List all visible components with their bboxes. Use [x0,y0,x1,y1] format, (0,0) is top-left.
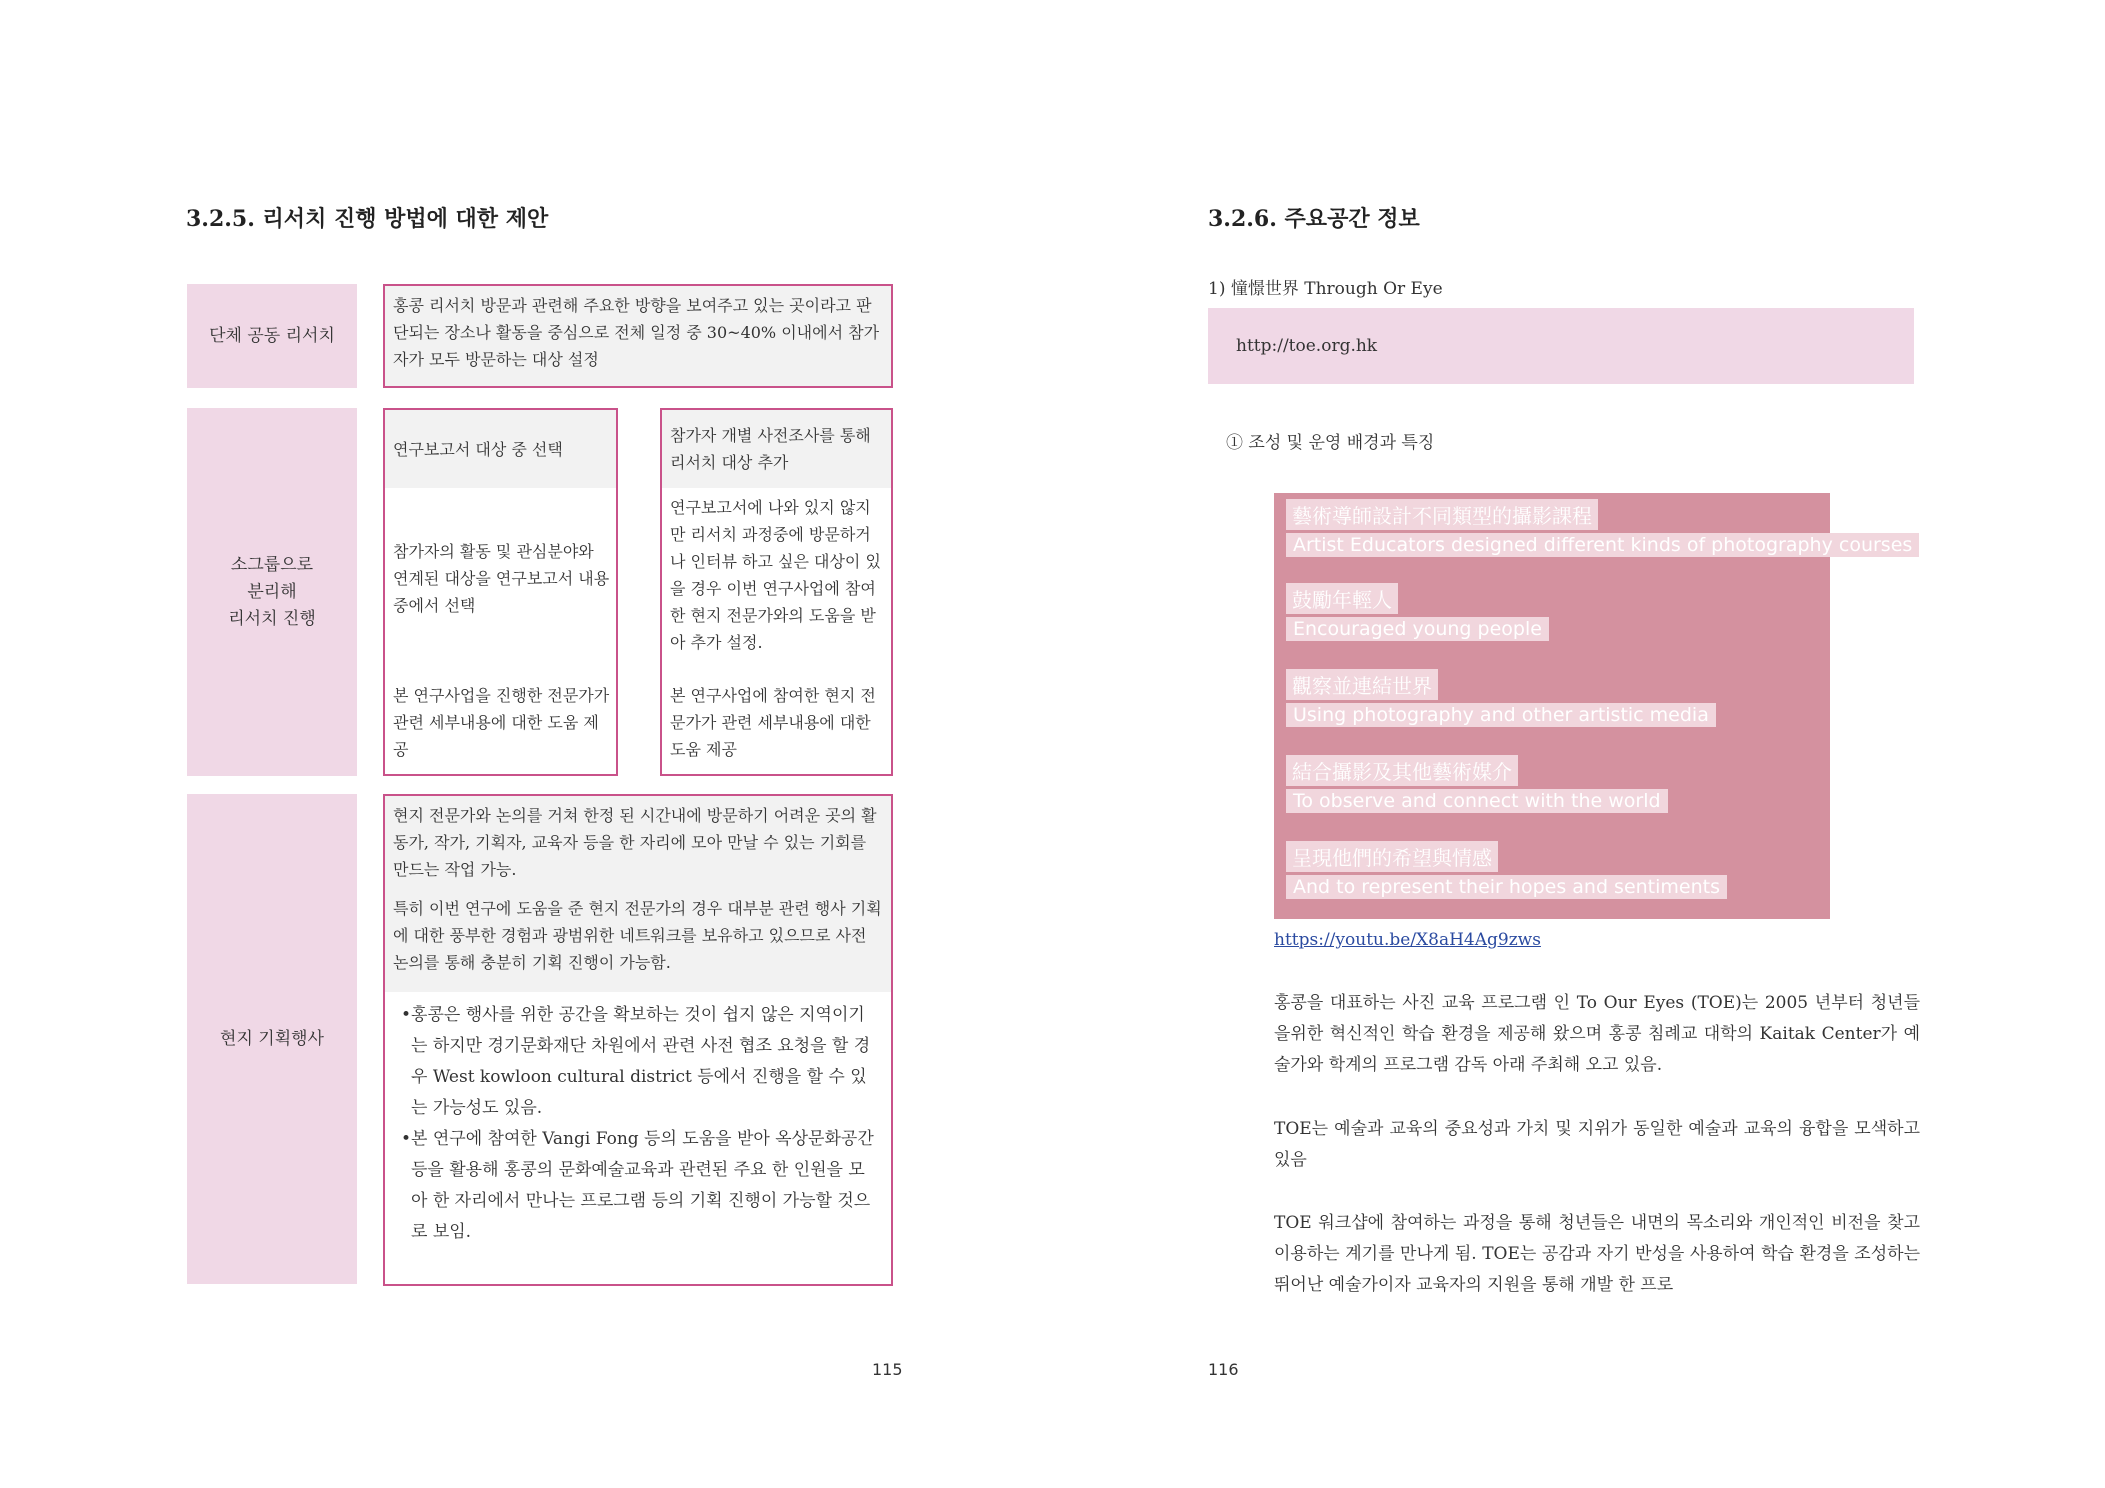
image-label-cn-1: 藝術導師設計不同類型的攝影課程 [1286,499,1598,530]
subgroup-left-header-text: 연구보고서 대상 중 선택 [393,439,563,459]
subtitle-background: ① 조성 및 운영 배경과 특징 [1226,433,1435,453]
subgroup-right-mid: 연구보고서에 나와 있지 않지만 리서치 과정중에 방문하거나 인터뷰 하고 싶은 대상이 있을 경우 이번 연구사업에 참여한 현지 전문가와의 도움을 받아 추가 설정. [670,498,881,652]
subgroup-right-header [662,410,891,488]
local-event-gray-section [385,796,891,992]
local-event-para2: 특히 이번 연구에 도움을 준 현지 전문가의 경우 대부분 관련 행사 기획에 대한 풍부한 경험과 광범위한 네트워크를 보유하고 있으므로 사전 논의를 통해 충분히 기획 진행이 가능함. [393,899,882,972]
subgroup-left-box [383,408,618,776]
image-label-cn-4: 結合攝影及其他藝術媒介 [1286,755,1518,786]
url-text[interactable]: http://toe.org.hk [1236,336,1378,356]
label-local-event [187,794,357,1284]
label-group-research-text: 단체 공동 리서치 [209,325,335,346]
label-group-research [187,284,357,388]
group-research-text: 홍콩 리서치 방문과 관련해 주요한 방향을 보여주고 있는 곳이라고 판단되는 장소나 활동을 중심으로 전체 일정 중 30~40% 이내에서 참가자가 모두 방문하는 대상 설정 [393,296,880,369]
video-link[interactable]: https://youtu.be/X8aH4Ag9zws [1274,930,1541,950]
label-subgroup-line2: 분리해 [247,581,297,602]
image-label-en-1: Artist Educators designed different kinds of photography courses [1286,533,1919,557]
subgroup-left-bottom: 본 연구사업을 진행한 전문가가 관련 세부내용에 대한 도움 제공 [393,686,610,759]
label-subgroup-line1: 소그룹으로 [230,554,314,575]
label-subgroup-line3: 리서치 진행 [228,608,316,629]
subgroup-right-header-text: 참가자 개별 사전조사를 통해 리서치 대상 추가 [670,426,871,472]
toe-para-3: TOE 워크샵에 참여하는 과정을 통해 청년들은 내면의 목소리와 개인적인 비전을 찾고 이용하는 계기를 만나게 됨. TOE는 공감과 자기 반성을 사용하여 학습 환경을 조성하는 뛰어난 예술가이자 교육자의 지원을 통해 개발 한 프로 [1274,1213,1920,1295]
toe-para-2: TOE는 예술과 교육의 중요성과 가치 및 지위가 동일한 예술과 교육의 융합을 모색하고 있음 [1274,1119,1920,1170]
page-number-right: 116 [1208,1360,1239,1379]
item-title: 1) 憧憬世界 Through Or Eye [1208,279,1443,299]
local-event-bullet-1: •홍콩은 행사를 위한 공간을 확보하는 것이 쉽지 않은 지역이기는 하지만 경기문화재단 차원에서 관련 사전 협조 요청을 할 경우 West kowloon cultural district 등에서 진행을 할 수 있는 가능성도 있음. [401,1005,871,1118]
toe-para-1: 홍콩을 대표하는 사진 교육 프로그램 인 To Our Eyes (TOE)는 2005 년부터 청년들을위한 혁신적인 학습 환경을 제공해 왔으며 홍콩 침례교 대학의 Kaitak Center가 예술가와 학계의 프로그램 감독 아래 주최해 오고 있음. [1274,993,1920,1075]
subgroup-left-header [385,410,616,488]
group-research-box [383,284,893,388]
section-heading-325: 3.2.5. 리서치 진행 방법에 대한 제안 [186,206,549,232]
section-heading-326: 3.2.6. 주요공간 정보 [1208,206,1420,232]
image-label-cn-2: 鼓勵年輕人 [1286,583,1398,614]
image-label-en-2: Encouraged young people [1286,617,1549,641]
subgroup-left-mid: 참가자의 활동 및 관심분야와 연계된 대상을 연구보고서 내용 중에서 선택 [393,542,610,615]
url-box [1208,308,1914,384]
image-label-cn-5: 呈現他們的希望與情感 [1286,841,1498,872]
image-label-en-3: Using photography and other artistic media [1286,703,1716,727]
toe-image [1274,493,1913,919]
image-label-en-4: To observe and connect with the world [1286,789,1668,813]
local-event-box [383,794,893,1286]
local-event-bullet-2: •본 연구에 참여한 Vangi Fong 등의 도움을 받아 옥상문화공간 등을 활용해 홍콩의 문화예술교육과 관련된 주요 한 인원을 모아 한 자리에서 만나는 프로그램 등의 기획 진행이 가능할 것으로 보임. [401,1129,874,1242]
local-event-bullets [385,992,891,1248]
subgroup-right-box [660,408,893,776]
label-subgroup-research [187,408,357,776]
subgroup-right-bottom: 본 연구사업에 참여한 현지 전문가가 관련 세부내용에 대한 도움 제공 [670,686,876,759]
image-label-cn-3: 觀察並連結世界 [1286,669,1438,700]
local-event-para1: 현지 전문가와 논의를 거쳐 한정 된 시간내에 방문하기 어려운 곳의 활동가, 작가, 기획자, 교육자 등을 한 자리에 모아 만날 수 있는 기회를 만드는 작업 가능. [393,806,877,879]
label-local-event-text: 현지 기획행사 [220,1028,324,1049]
image-label-en-5: And to represent their hopes and sentiments [1286,875,1727,899]
page-number-left: 115 [872,1360,903,1379]
